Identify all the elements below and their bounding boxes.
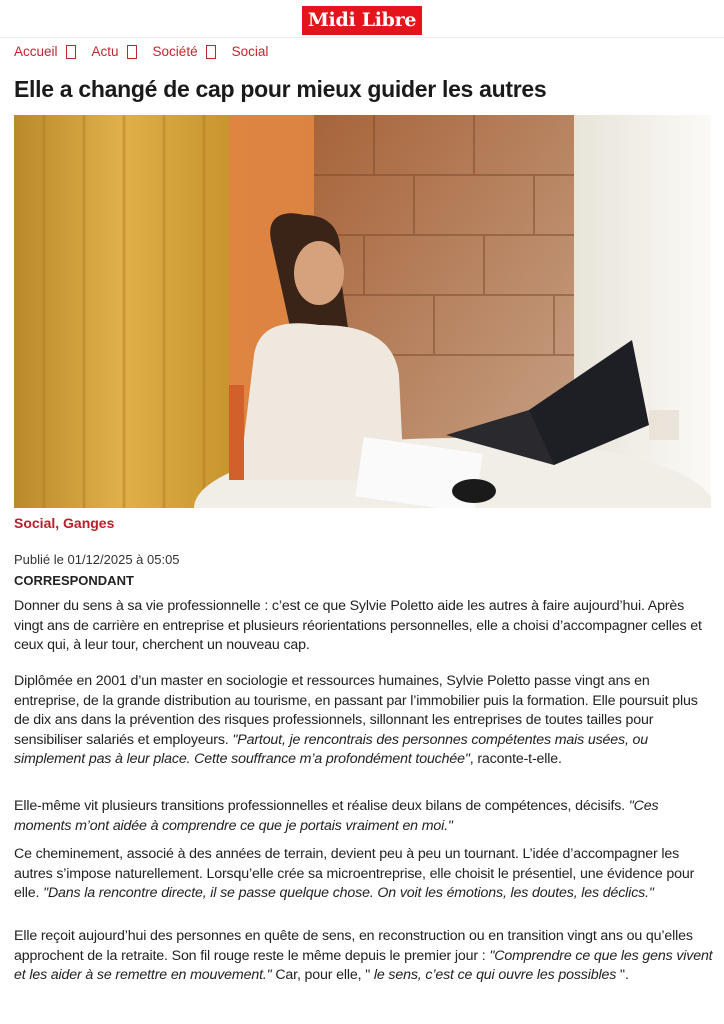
separator-icon [206, 45, 216, 59]
separator-icon [127, 45, 137, 59]
article-title: Elle a changé de cap pour mieux guider les autres [14, 76, 547, 102]
publish-date: Publié le 01/12/2025 à 05:05 [14, 552, 180, 567]
breadcrumb-accueil[interactable]: Accueil [14, 44, 58, 59]
text: Elle reçoit aujourd’hui des personnes en quête de sens, en reconstruction ou en transition vingt ans ou qu’elles approchent de la retraite. Son fil rouge reste le même depuis le premier jour : [14, 928, 693, 964]
midi-libre-logo[interactable]: Midi Libre [302, 6, 422, 35]
quote: "Partout, je rencontrais des personnes compétentes mais usées, ou simplement pas à leur place. Cette souffrance m’a profondément touchée" [14, 731, 649, 768]
article-tags[interactable]: Social, Ganges [14, 515, 115, 531]
paragraph-5 [14, 927, 714, 986]
text: Car, pour elle, " [271, 967, 374, 984]
breadcrumb-actu[interactable]: Actu [91, 44, 119, 59]
text: ". [616, 967, 629, 984]
author: CORRESPONDANT [14, 573, 134, 588]
quote: "Comprendre ce que les gens vivent et les aider à se remettre en mouvement." [14, 947, 713, 984]
photo-illustration [14, 115, 711, 508]
text: Donner du sens à sa vie professionnelle : c’est ce que Sylvie Poletto aide les autres à faire aujourd’hui. Après vingt ans de carrière en entreprise et plusieurs réorientations personnelles, elle a choisi d’accompagner celles et ceux qui, à leur tour, cherchent un nouveau cap. [14, 598, 702, 654]
text: Ce cheminement, associé à des années de terrain, devient peu à peu un tournant. L’idée d’accompagner les autres s’impose naturellement. Lorsqu’elle crée sa microentreprise, elle choisit le présentiel, une évidence pour elle. [14, 846, 695, 902]
text: , raconte-t-elle. [469, 751, 562, 768]
breadcrumb-social[interactable]: Social [231, 44, 269, 59]
breadcrumb-societe[interactable]: Société [152, 44, 198, 59]
quote: "Dans la rencontre directe, il se passe quelque chose. On voit les émotions, les doutes, les déclics." [43, 885, 654, 902]
text: Diplômée en 2001 d’un master en sociologie et ressources humaines, Sylvie Poletto passe vingt ans en entreprise, de la grande distribution au tourisme, en passant par l’immobilier puis la formation. Elle poursuit plus de dix ans dans la prévention des risques professionnels, sillonnant les entreprises de toutes tailles pour sensibiliser salariés et employeurs. [14, 673, 698, 748]
paragraph-1 [14, 597, 714, 656]
quote: "Ces moments m’ont aidée à comprendre ce que je portais vraiment en moi." [14, 798, 659, 834]
paragraph-2 [14, 672, 714, 770]
paragraph-3 [14, 797, 714, 836]
separator-icon [66, 45, 76, 59]
article-photo [14, 115, 711, 508]
breadcrumb [14, 44, 268, 59]
quote: le sens, c’est ce qui ouvre les possibles [373, 967, 617, 984]
site-header [0, 0, 724, 38]
paragraph-4 [14, 845, 714, 904]
text: Elle-même vit plusieurs transitions professionnelles et réalise deux bilans de compétences, décisifs. [14, 798, 629, 814]
